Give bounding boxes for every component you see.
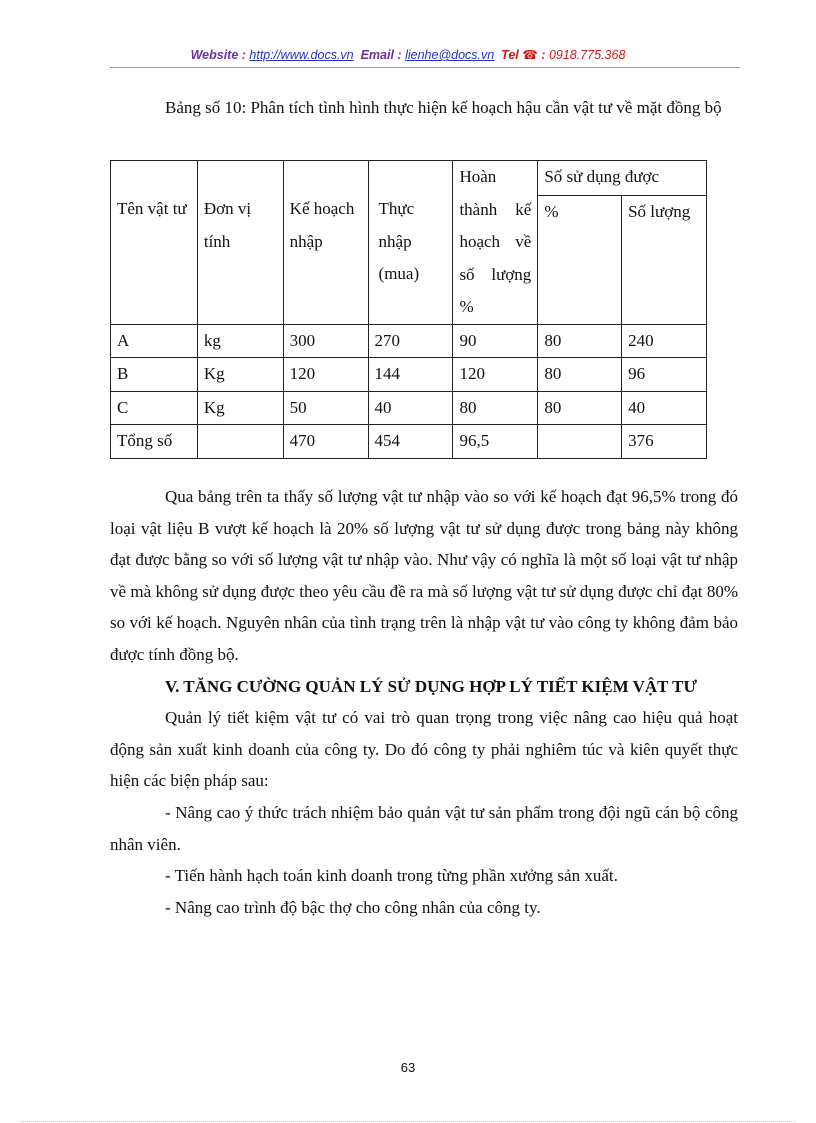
cell-usable-qty: 96 — [622, 358, 707, 392]
cell-plan: 300 — [283, 324, 368, 358]
cell-usable-percent: 80 — [538, 391, 622, 425]
cell-usable-percent: 80 — [538, 358, 622, 392]
website-label: Website : — [190, 48, 246, 62]
cell-completion: 90 — [453, 324, 538, 358]
cell-unit: Kg — [197, 391, 283, 425]
page-number: 63 — [400, 1060, 416, 1075]
measure-item: - Nâng cao ý thức trách nhiệm bảo quản vật tư sản phẩm trong đội ngũ cán bộ công nhân viên. — [110, 802, 738, 854]
analysis-paragraph: Qua bảng trên ta thấy số lượng vật tư nhập vào so với kế hoạch đạt 96,5% trong đó loại vật liệu B vượt kế hoạch là 20% số lượng vật tư sử dụng được trong bảng này không đạt được bằng so với số lượng vật tư nhập vào. Như vậy có nghĩa là một số loại vật tư nhập về mà không sử dụng được theo yêu cầu đề ra mà số lượng vật tư sử dụng được chỉ đạt 80% so với kế hoạch. Nguyên nhân của tình trạng trên là nhập vật tư vào công ty không đảm bảo được tính đồng bộ. — [110, 487, 738, 664]
measure-item: - Nâng cao trình độ bậc thợ cho công nhân của công ty. — [165, 897, 541, 917]
website-link[interactable]: http://www.docs.vn — [249, 48, 354, 62]
email-link[interactable]: lienhe@docs.vn — [405, 48, 495, 62]
cell-usable-percent — [538, 425, 622, 459]
cell-name: A — [111, 324, 198, 358]
page-bottom-rule — [20, 1121, 796, 1122]
page-header — [0, 47, 816, 62]
measure-item: - Tiến hành hạch toán kinh doanh trong từng phần xưởng sản xuất. — [165, 866, 618, 886]
logistics-table — [110, 160, 707, 459]
section-heading: V. TĂNG CƯỜNG QUẢN LÝ SỬ DỤNG HỢP LÝ TIẾT KIỆM VẬT TƯ — [165, 676, 697, 696]
cell-unit — [197, 425, 283, 459]
header-divider — [110, 67, 740, 68]
cell-usable-qty: 376 — [622, 425, 707, 459]
cell-actual: 144 — [368, 358, 453, 392]
cell-name: B — [111, 358, 198, 392]
table-row — [111, 391, 707, 425]
header-completion: Hoàn thành kế hoạch về số lượng % — [453, 161, 538, 325]
header-plan: Kế hoạch nhập — [283, 161, 368, 325]
cell-usable-qty: 240 — [622, 324, 707, 358]
header-name: Tên vật tư — [111, 161, 198, 325]
cell-completion: 120 — [453, 358, 538, 392]
cell-plan: 120 — [283, 358, 368, 392]
cell-actual: 454 — [368, 425, 453, 459]
cell-actual: 270 — [368, 324, 453, 358]
cell-usable-percent: 80 — [538, 324, 622, 358]
cell-completion: 80 — [453, 391, 538, 425]
header-usable-percent: % — [538, 195, 622, 324]
header-usable-group: Số sử dụng được — [538, 161, 707, 196]
cell-completion: 96,5 — [453, 425, 538, 459]
table-row — [111, 358, 707, 392]
cell-actual: 40 — [368, 391, 453, 425]
cell-name: C — [111, 391, 198, 425]
cell-name: Tổng số — [111, 425, 198, 459]
cell-plan: 470 — [283, 425, 368, 459]
header-usable-qty: Số lượng — [622, 195, 707, 324]
table-row — [111, 324, 707, 358]
tel-label: Tel ☎ : — [501, 48, 546, 62]
header-unit: Đơn vị tính — [197, 161, 283, 325]
tel-number: 0918.775.368 — [548, 48, 626, 62]
cell-unit: kg — [197, 324, 283, 358]
body-text — [110, 481, 738, 923]
table-caption: Bảng số 10: Phân tích tình hình thực hiện kế hoạch hậu cần vật tư về mặt đồng bộ — [165, 98, 722, 117]
cell-usable-qty: 40 — [622, 391, 707, 425]
header-actual: Thực nhập (mua) — [368, 161, 453, 325]
cell-unit: Kg — [197, 358, 283, 392]
cell-plan: 50 — [283, 391, 368, 425]
email-separator: : — [397, 48, 402, 62]
email-label: Email — [360, 48, 394, 62]
intro-paragraph: Quản lý tiết kiệm vật tư có vai trò quan trọng trong việc nâng cao hiệu quả hoạt động sản xuất kinh doanh của công ty. Do đó công ty phải nghiêm túc và kiên quyết thực hiện các biện pháp sau: — [110, 708, 738, 791]
table-row-total — [111, 425, 707, 459]
